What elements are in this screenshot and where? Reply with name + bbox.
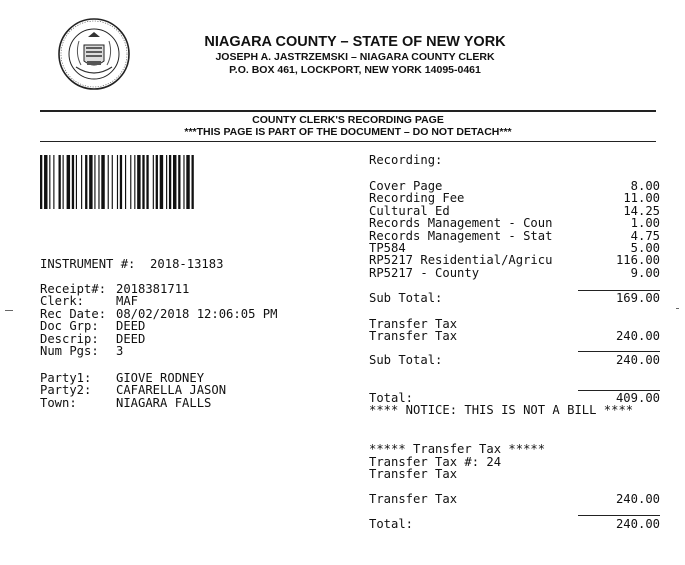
barcode-bar <box>169 155 171 209</box>
detail-value: DEED <box>116 331 146 346</box>
barcode-bar <box>49 155 50 209</box>
header-clerk-line: JOSEPH A. JASTRZEMSKI – NIAGARA COUNTY CLERK <box>215 51 495 63</box>
fee-label: RP5217 - County <box>369 265 480 280</box>
barcode-bar <box>63 155 64 209</box>
party-row <box>40 384 340 396</box>
recording-items <box>369 180 660 279</box>
barcode-bar <box>192 155 194 209</box>
scan-mark-right <box>676 308 679 309</box>
barcode-bar <box>98 155 99 209</box>
barcode-bar <box>137 155 140 209</box>
transfer-tax-label: Transfer Tax <box>369 329 458 343</box>
barcode-bar <box>53 155 54 209</box>
barcode-bar <box>108 155 109 209</box>
subtotal-2-rule <box>578 351 660 352</box>
detail-label: Descrip: <box>40 331 99 346</box>
fee-amount: 8.00 <box>630 179 660 193</box>
barcode-bar <box>85 155 87 209</box>
fee-amount: 116.00 <box>615 253 660 268</box>
barcode-bar <box>67 155 70 209</box>
barcode-bar <box>59 155 61 209</box>
detail-label: Rec Date: <box>40 306 107 321</box>
fee-column <box>369 154 660 534</box>
fee-label: Cover Page <box>369 179 443 193</box>
detail-row <box>40 283 340 295</box>
barcode-bar <box>76 155 77 209</box>
party-label: Town: <box>40 395 77 410</box>
fee-amount: 9.00 <box>630 265 660 280</box>
detail-value: DEED <box>116 319 146 334</box>
fee-amount: 5.00 <box>630 240 660 255</box>
barcode <box>40 155 293 209</box>
transfer-tax-number: Transfer Tax #: 24 <box>369 455 502 469</box>
barcode-bar <box>173 155 176 209</box>
detail-value: 2018381711 <box>116 282 190 296</box>
header-title: NIAGARA COUNTY – STATE OF NEW YORK <box>204 34 506 50</box>
party-row <box>40 397 340 409</box>
transfer-tax-heading: Transfer Tax <box>369 317 458 331</box>
barcode-bar <box>40 155 42 209</box>
banner-top-rule <box>40 110 656 112</box>
fee-label: Records Management - Coun <box>369 216 553 231</box>
fee-label: Records Management - Stat <box>369 228 553 243</box>
transfer-tax-amount: 240.00 <box>615 329 660 343</box>
subtotal-1-label: Sub Total: <box>369 291 443 305</box>
barcode-bar <box>142 155 144 209</box>
fee-label: Cultural Ed <box>369 203 450 218</box>
transfer-total-rule <box>578 515 660 516</box>
barcode-bar <box>160 155 163 209</box>
detail-value: 08/02/2018 12:06:05 PM <box>116 306 278 321</box>
fee-amount: 1.00 <box>630 216 660 231</box>
detail-value: MAF <box>116 294 139 309</box>
detail-row <box>40 345 340 357</box>
barcode-bar <box>186 155 189 209</box>
fee-amount: 14.25 <box>623 203 660 218</box>
transfer-total-label: Total: <box>369 517 414 531</box>
party-label: Party2: <box>40 383 92 398</box>
barcode-bar <box>120 155 122 209</box>
transfer-tax-item-amount: 240.00 <box>615 492 660 506</box>
party-value: NIAGARA FALLS <box>116 395 212 410</box>
detail-value: 3 <box>116 343 124 358</box>
barcode-bar <box>117 155 118 209</box>
barcode-bar <box>101 155 104 209</box>
banner-line-2: ***THIS PAGE IS PART OF THE DOCUMENT – DO NOT DETACH*** <box>184 126 512 138</box>
fee-label: RP5217 Residential/Agricu <box>369 253 553 268</box>
barcode-bar <box>130 155 131 209</box>
barcode-bar <box>89 155 92 209</box>
barcode-bar <box>44 155 47 209</box>
fee-amount: 4.75 <box>630 228 660 243</box>
fee-label: TP584 <box>369 240 406 255</box>
barcode-bar <box>81 155 82 209</box>
party-value: GIOVE RODNEY <box>116 371 205 385</box>
total-amount: 409.00 <box>615 391 660 405</box>
barcode-bar <box>153 155 154 209</box>
barcode-bar <box>125 155 126 209</box>
banner-line-1: COUNTY CLERK'S RECORDING PAGE <box>252 114 444 126</box>
detail-label: Doc Grp: <box>40 319 99 334</box>
barcode-bar <box>112 155 113 209</box>
transfer-tax-section-heading: ***** Transfer Tax ***** <box>369 442 546 456</box>
fee-row <box>369 230 660 242</box>
transfer-tax-item-label: Transfer Tax <box>369 492 458 506</box>
barcode-bar <box>166 155 167 209</box>
recording-label: Recording: <box>369 153 443 167</box>
detail-label: Num Pgs: <box>40 343 99 358</box>
subtotal-2-label: Sub Total: <box>369 353 443 367</box>
barcode-bar <box>183 155 184 209</box>
detail-label: Receipt#: <box>40 282 107 296</box>
fee-row <box>369 267 660 279</box>
detail-label: Clerk: <box>40 294 85 309</box>
subtotal-2-amount: 240.00 <box>615 353 660 367</box>
header-address: P.O. BOX 461, LOCKPORT, NEW YORK 14095-0461 <box>229 64 481 76</box>
banner-bottom-rule <box>40 141 656 142</box>
barcode-bar <box>134 155 135 209</box>
county-seal <box>57 17 131 91</box>
detail-list <box>40 283 340 357</box>
transfer-total-amount: 240.00 <box>615 517 660 531</box>
barcode-bar <box>146 155 148 209</box>
fee-label: Recording Fee <box>369 191 465 206</box>
total-label: Total: <box>369 391 414 405</box>
barcode-bar <box>72 155 74 209</box>
transfer-tax-section-label: Transfer Tax <box>369 467 458 481</box>
fee-amount: 11.00 <box>623 191 660 206</box>
scan-mark-left <box>5 310 13 311</box>
barcode-bar <box>178 155 180 209</box>
party-list <box>40 372 340 409</box>
barcode-bar <box>94 155 95 209</box>
party-value: CAFARELLA JASON <box>116 383 227 398</box>
barcode-bar <box>156 155 158 209</box>
instrument-number: INSTRUMENT #: 2018-13183 <box>40 257 224 271</box>
subtotal-1-amount: 169.00 <box>615 291 660 305</box>
not-a-bill-notice: **** NOTICE: THIS IS NOT A BILL **** <box>369 403 634 417</box>
party-label: Party1: <box>40 371 92 385</box>
